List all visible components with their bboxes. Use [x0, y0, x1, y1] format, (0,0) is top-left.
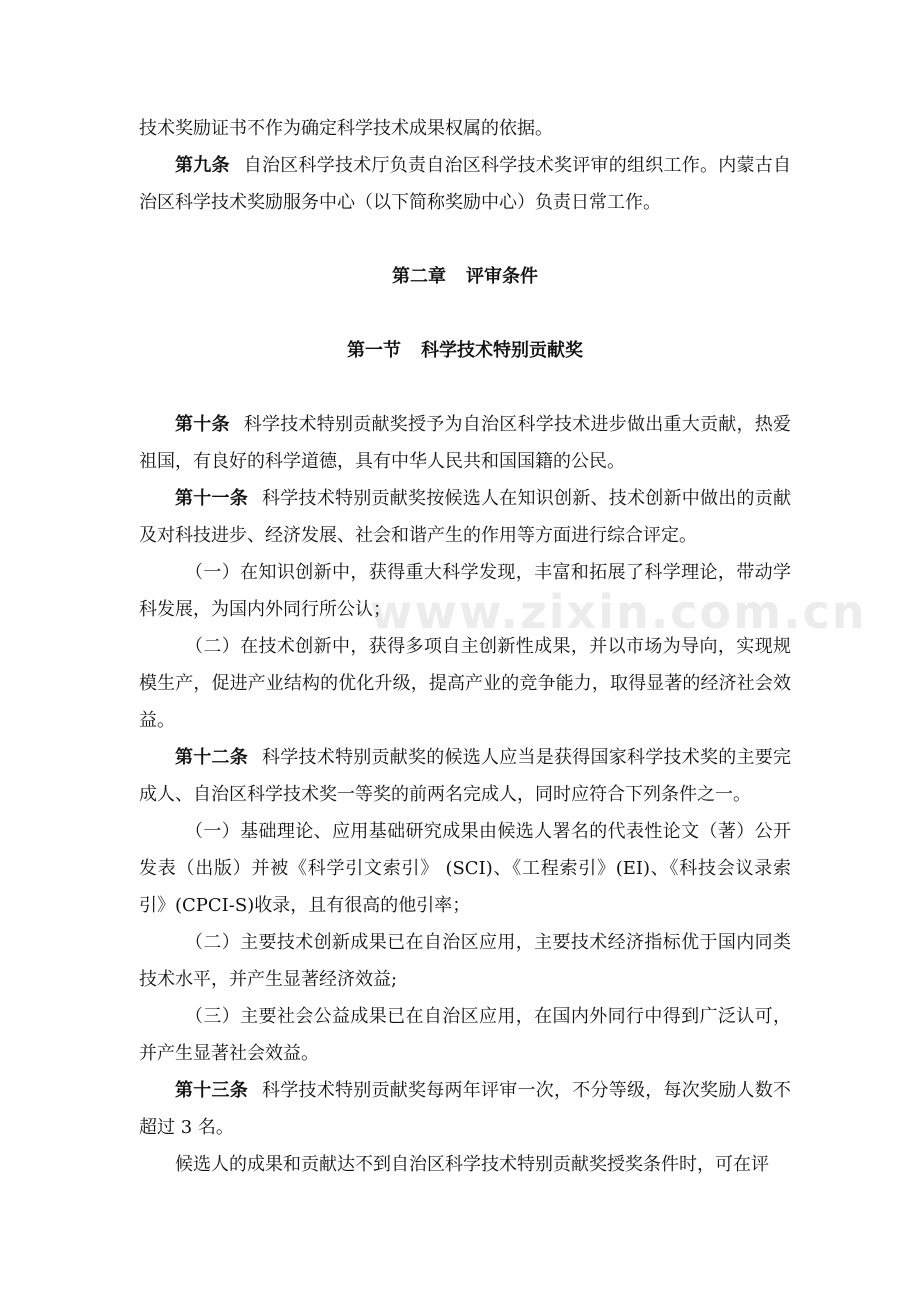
article-9 [139, 147, 791, 221]
article-10-text: 科学技术特别贡献奖授予为自治区科学技术进步做出重大贡献，热爱祖国，有良好的科学道德，具有中华人民共和国国籍的公民。 [139, 414, 791, 472]
article-11-item-2: （二）在技术创新中，获得多项自主创新性成果，并以市场为导向，实现规模生产，促进产业结构的优化升级，提高产业的竞争能力，取得显著的经济社会效益。 [139, 636, 791, 731]
section-heading [139, 332, 791, 369]
article-9-label: 第九条 [175, 155, 230, 176]
article-10-label: 第十条 [175, 414, 230, 435]
document-body [139, 110, 791, 1183]
article-11-item-1: （一）在知识创新中，获得重大科学发现，丰富和拓展了科学理论，带动学科发展，为国内外同行所公认； [139, 562, 791, 620]
spacer [139, 221, 791, 258]
article-11-text: 科学技术特别贡献奖按候选人在知识创新、技术创新中做出的贡献及对科技进步、经济发展、社会和谐产生的作用等方面进行综合评定。 [139, 488, 791, 546]
section-title: 科学技术特别贡献奖 [421, 340, 583, 361]
article-10 [139, 406, 791, 480]
section-number: 第一节 [347, 340, 401, 361]
article-12-label: 第十二条 [175, 747, 248, 768]
article-12-item-2: （二）主要技术创新成果已在自治区应用，主要技术经济指标优于国内同类技术水平，并产生显著经济效益; [139, 932, 791, 990]
article-12-item-1: （一）基础理论、应用基础研究成果由候选人署名的代表性论文（著）公开发表（出版）并被《科学引文索引》 (SCI)、《工程索引》(EI)、《科技会议录索引》(CPCI-S)收录，且有很高的他引率； [139, 821, 791, 916]
continued-paragraph: 技术奖励证书不作为确定科学技术成果权属的依据。 [139, 118, 553, 139]
article-9-text: 自治区科学技术厅负责自治区科学技术奖评审的组织工作。内蒙古自治区科学技术奖励服务中心（以下简称奖励中心）负责日常工作。 [139, 155, 791, 213]
trailing-paragraph: 候选人的成果和贡献达不到自治区科学技术特别贡献奖授奖条件时，可在评 [175, 1154, 769, 1175]
article-13 [139, 1072, 791, 1146]
article-12-text: 科学技术特别贡献奖的候选人应当是获得国家科学技术奖的主要完成人、自治区科学技术奖一等奖的前两名完成人，同时应符合下列条件之一。 [139, 747, 791, 805]
chapter-number: 第二章 [392, 266, 446, 287]
spacer [139, 369, 791, 406]
spacer [139, 295, 791, 332]
article-12 [139, 739, 791, 813]
article-13-label: 第十三条 [175, 1080, 248, 1101]
watermark: www.zixin.com.cn [370, 585, 867, 639]
chapter-heading [139, 258, 791, 295]
article-13-text: 科学技术特别贡献奖每两年评审一次，不分等级，每次奖励人数不超过 3 名。 [139, 1080, 791, 1138]
article-12-item-3: （三）主要社会公益成果已在自治区应用，在国内外同行中得到广泛认可，并产生显著社会效益。 [139, 1006, 791, 1064]
article-11-label: 第十一条 [175, 488, 248, 509]
chapter-title: 评审条件 [466, 266, 538, 287]
article-11 [139, 480, 791, 554]
